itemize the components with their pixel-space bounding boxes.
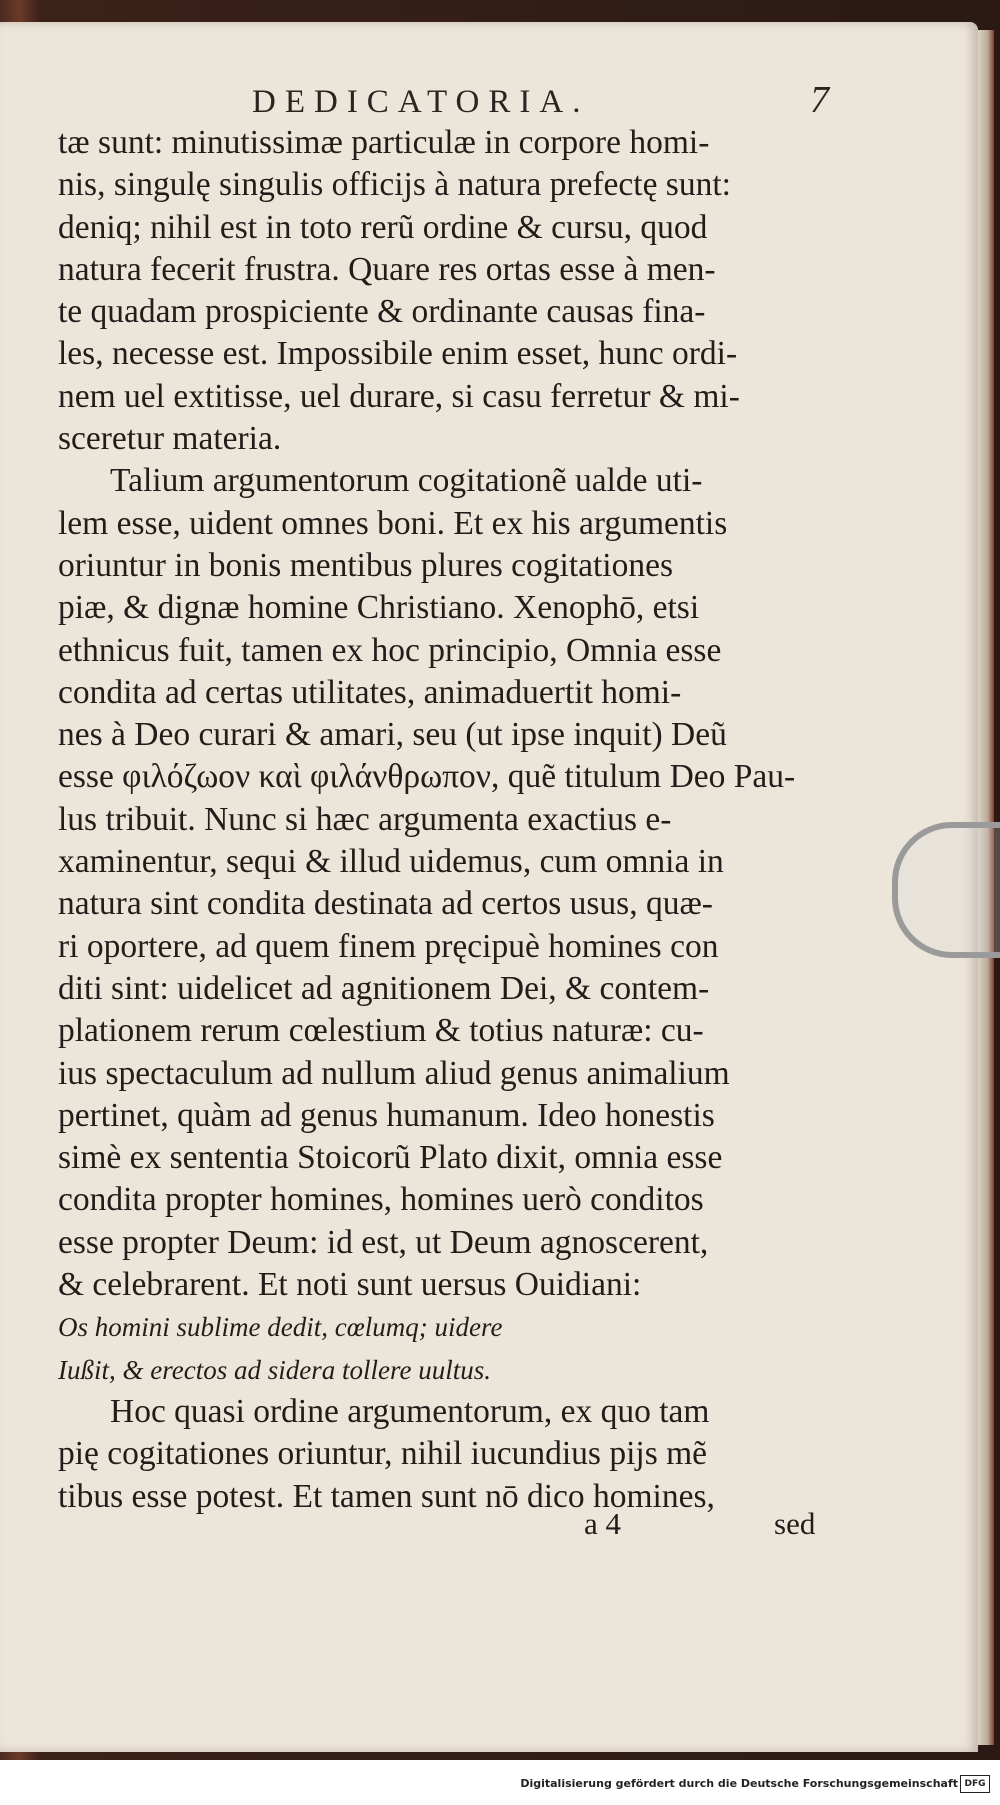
text-line: oriuntur in bonis mentibus plures cogitationes <box>58 546 674 584</box>
signature-mark: a 4 <box>584 1506 622 1541</box>
text-line: nes à Deo curari & amari, seu (ut ipse inquit) Deũ <box>58 716 727 754</box>
text-line: deniq; nihil est in toto rerũ ordine & cursu, quod <box>58 208 708 246</box>
catchword: sed <box>774 1506 816 1541</box>
text-line: nem uel extitisse, uel durare, si casu ferretur & mi- <box>58 377 740 415</box>
text-line: xaminentur, sequi & illud uidemus, cum omnia in <box>58 843 724 881</box>
text-line: nis, singulę singulis officijs à natura prefectę sunt: <box>58 166 731 204</box>
text-line: & celebrarent. Et noti sunt uersus Ouidiani: <box>58 1266 642 1304</box>
text-line: Os homini sublime dedit, cœlumq; uidere <box>58 1312 503 1343</box>
text-line: simè ex sententia Stoicorũ Plato dixit, omnia esse <box>58 1139 723 1177</box>
text-line: te quadam prospiciente & ordinante causas fina- <box>58 293 706 331</box>
text-line: pię cogitationes oriuntur, nihil iucundius pijs mẽ <box>58 1435 708 1473</box>
text-line: plationem rerum cœlestium & totius naturæ: cu- <box>58 1012 704 1050</box>
dfg-logo: DFG <box>960 1775 990 1793</box>
text-line: lus tribuit. Nunc si hæc argumenta exactius e- <box>58 800 672 838</box>
text-line: ethnicus fuit, tamen ex hoc principio, Omnia esse <box>58 631 722 669</box>
book-page <box>0 22 978 1752</box>
text-line: esse propter Deum: id est, ut Deum agnoscerent, <box>58 1223 709 1261</box>
text-line: natura sint condita destinata ad certos usus, quæ- <box>58 885 713 923</box>
text-line: les, necesse est. Impossibile enim esset, hunc ordi- <box>58 335 738 373</box>
page-number: 7 <box>810 79 829 121</box>
text-line: Iußit, & erectos ad sidera tollere uultus. <box>58 1354 491 1385</box>
running-head: DEDICATORIA. <box>252 84 590 120</box>
text-line: natura fecerit frustra. Quare res ortas esse à men- <box>58 250 716 288</box>
text-line: ri oportere, ad quem finem pręcipuè homines con <box>58 927 719 965</box>
text-line: Talium argumentorum cogitationẽ ualde uti- <box>110 462 703 500</box>
digitization-footer <box>0 1760 1000 1805</box>
text-line: sceretur materia. <box>58 420 282 458</box>
text-line: condita propter homines, homines uerò conditos <box>58 1181 704 1219</box>
text-line: esse φιλόζωον καὶ φιλάνθρωπον, quẽ titulum Deo Pau- <box>58 758 796 796</box>
footer-credit: Digitalisierung gefördert durch die Deutsche Forschungsgemeinschaft <box>520 1777 958 1790</box>
text-line: pertinet, quàm ad genus humanum. Ideo honestis <box>58 1096 715 1134</box>
page-clip <box>892 822 1000 958</box>
text-line: tæ sunt: minutissimæ particulæ in corpore homi- <box>58 124 710 161</box>
page-header <box>252 79 852 124</box>
text-line: ius spectaculum ad nullum aliud genus animalium <box>58 1054 730 1092</box>
text-line: lem esse, uident omnes boni. Et ex his argumentis <box>58 504 728 542</box>
text-line: condita ad certas utilitates, animaduertit homi- <box>58 673 682 711</box>
text-line: diti sint: uidelicet ad agnitionem Dei, & contem- <box>58 969 710 1007</box>
body-text <box>58 122 848 1518</box>
text-line: tibus esse potest. Et tamen sunt nō dico homines, <box>58 1477 715 1515</box>
text-line: Hoc quasi ordine argumentorum, ex quo tam <box>110 1392 710 1430</box>
text-line: piæ, & dignæ homine Christiano. Xenophō, etsi <box>58 589 700 627</box>
